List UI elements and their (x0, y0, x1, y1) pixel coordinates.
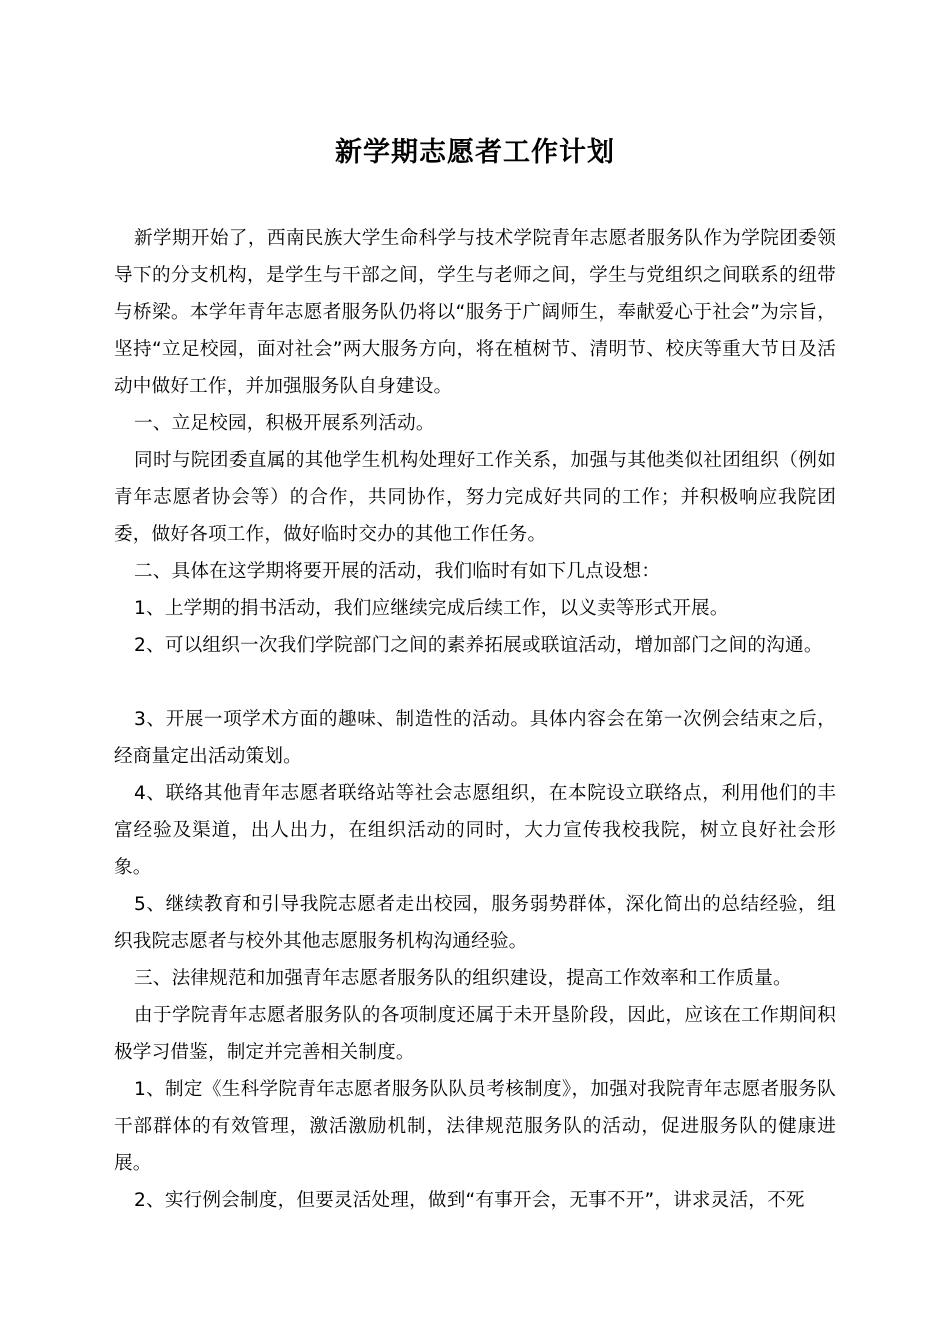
blank-line (114, 664, 836, 701)
section-heading-1: 一、立足校园，积极开展系列活动。 (134, 413, 435, 434)
list-item-rule-1: 1、制定《生科学院青年志愿者服务队队员考核制度》，加强对我院青年志愿者服务队干部群体的有效管理，激活激励机制，法律规范服务队的活动，促进服务队的健康进展。 (114, 1079, 836, 1174)
paragraph-intro: 新学期开始了，西南民族大学生命科学与技术学院青年志愿者服务队作为学院团委领导下的分支机构，是学生与干部之间，学生与老师之间，学生与党组织之间联系的纽带与桥梁。本学年青年志愿者服务队仍将以“服务于广阔师生，奉献爱心于社会”为宗旨，坚持“立足校园，面对社会”两大服务方向，将在植树节、清明节、校庆等重大节日及活动中做好工作，并加强服务队自身建设。 (114, 228, 836, 397)
list-item-rule-2: 2、实行例会制度，但要灵活处理，做到“有事开会，无事不开”，讲求灵活，不死 (134, 1190, 805, 1211)
paragraph-system: 由于学院青年志愿者服务队的各项制度还属于未开垦阶段，因此，应该在工作期间积极学习借鉴，制定并完善相关制度。 (114, 1005, 836, 1063)
list-item-1: 1、上学期的捐书活动，我们应继续完成后续工作，以义卖等形式开展。 (134, 598, 729, 619)
paragraph-cooperation: 同时与院团委直属的其他学生机构处理好工作关系，加强与其他类似社团组织（例如青年志愿者协会等）的合作，共同协作，努力完成好共同的工作；并积极响应我院团委，做好各项工作，做好临时交办的其他工作任务。 (114, 450, 836, 545)
list-item-5: 5、继续教育和引导我院志愿者走出校园，服务弱势群体，深化简出的总结经验，组织我院志愿者与校外其他志愿服务机构沟通经验。 (114, 894, 836, 952)
list-item-4: 4、联络其他青年志愿者联络站等社会志愿组织，在本院设立联络点，利用他们的丰富经验及渠道，出人出力，在组织活动的同时，大力宣传我校我院，树立良好社会形象。 (114, 783, 836, 878)
section-heading-2: 二、具体在这学期将要开展的活动，我们临时有如下几点设想： (134, 561, 661, 582)
page-title: 新学期志愿者工作计划 (335, 137, 615, 168)
document-body (114, 220, 836, 1219)
list-item-3: 3、开展一项学术方面的趣味、制造性的活动。具体内容会在第一次例会结束之后，经商量定出活动策划。 (114, 709, 836, 767)
section-heading-3: 三、法律规范和加强青年志愿者服务队的组织建设，提高工作效率和工作质量。 (134, 968, 792, 989)
list-item-2: 2、可以组织一次我们学院部门之间的素养拓展或联谊活动，增加部门之间的沟通。 (134, 635, 823, 656)
